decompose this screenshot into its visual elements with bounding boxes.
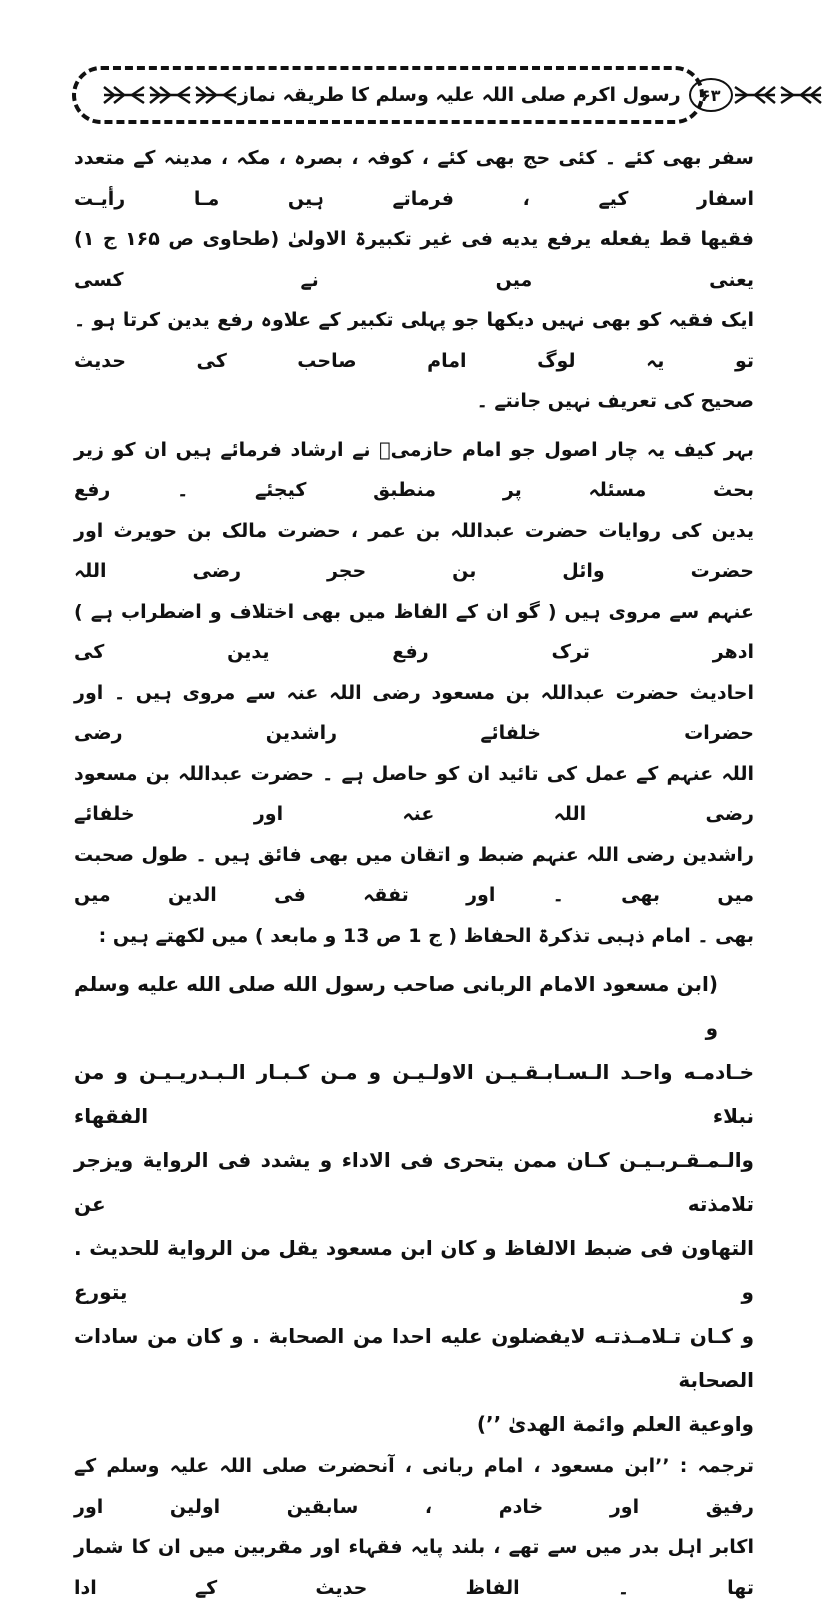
arabic-quotation <box>74 962 754 1446</box>
text-line: بہر کیف یہ چار اصول جو امام حازمیؒ نے ارشاد فرمائے ہیں ان کو زیر بحث مسئلہ پر منطبق کیجئے ۔ رفع <box>74 438 754 501</box>
quote-line: (ابن مسعود الامام الربانی صاحب رسول الله صلی الله علیه وسلم و <box>74 972 718 1040</box>
text-line: صحیح کی تعریف نہیں جانتے ۔ <box>476 390 754 412</box>
quote-line: والـمـقـربـیـن کـان ممن یتحری فی الاداء و یشدد فی الروایة ویزجر تلامذته عن <box>74 1148 754 1216</box>
header-title-group <box>238 78 733 112</box>
paragraph-2 <box>74 430 754 957</box>
text-line: بھی ۔ امام ذہبی تذکرۃ الحفاظ ( ج 1 ص 13 و مابعد ) میں لکھتے ہیں : <box>98 924 754 947</box>
quote-line: خـادمـه واحـد الـسـابـقـیـن الاولـیـن و مـن کـبـار الـبـدریـیـن و من نبلاء الفقهاء <box>74 1060 754 1128</box>
arrow-ornament-icon <box>194 84 238 106</box>
text-line: اکابر اہل بدر میں سے تھے ، بلند پایہ فقہاء اور مقربین میں ان کا شمار تھا ۔ الفاظ حدیث کے ادا <box>74 1536 754 1599</box>
text-line: ترجمہ : ’’ابن مسعود ، امام ربانی ، آنحضرت صلی اللہ علیہ وسلم کے رفیق اور خادم ، سابقین اولین اور <box>74 1455 754 1518</box>
quote-line: التهاون فی ضبط الالفاظ و کان ابن مسعود یقل من الروایة للحدیث . و یتورع <box>74 1236 754 1304</box>
quote-line: و کـان تـلامـذتـه لایفضلون علیه احدا من الصحابة . و کان من سادات الصحابة <box>74 1324 754 1392</box>
arrow-ornament-icon <box>779 84 823 106</box>
quote-line: واوعیة العلم وائمة الهدیٰ ’’) <box>476 1412 754 1436</box>
arrow-ornament-icon <box>733 84 777 106</box>
header-right-arrows <box>733 84 823 106</box>
text-line: ایک فقیہ کو بھی نہیں دیکھا جو پہلی تکبیر کے علاوہ رفع یدین کرتا ہو ۔ تو یہ لوگ امام صاحب کی حدیث <box>74 309 754 372</box>
translation-paragraph <box>74 1446 754 1608</box>
page-header-frame <box>72 66 721 124</box>
text-line: سفر بھی کئے ۔ کئی حج بھی کئے ، کوفہ ، بصرہ ، مکہ ، مدینہ کے متعدد اسفار کیے ، فرماتے ہیں مـا رأیـت <box>74 147 754 210</box>
arrow-ornament-icon <box>148 84 192 106</box>
text-line: عنہم سے مروی ہیں ( گو ان کے الفاظ میں بھی اختلاف و اضطراب ہے ) ادھر ترک رفع یدین کی <box>74 600 754 663</box>
page-title: رسول اکرم صلی اللہ علیہ وسلم کا طریقہ نماز <box>238 84 681 106</box>
arrow-ornament-icon <box>102 84 146 106</box>
text-line: راشدین رضی اللہ عنہم ضبط و اتقان میں بھی فائق ہیں ۔ طول صحبت میں بھی ۔ اور تفقہ فی الدین میں <box>74 843 754 906</box>
header-left-arrows <box>102 84 238 106</box>
paragraph-1 <box>74 138 754 422</box>
text-line: احادیث حضرت عبداللہ بن مسعود رضی اللہ عنہ سے مروی ہیں ۔ اور حضرات خلفائے راشدین رضی <box>74 681 754 744</box>
page-number-badge: ۶۳ <box>689 78 733 112</box>
text-line: فقیھا قط یفعله یرفع یدیه فی غیر تکبیرۃ الاولیٰ (طحاوی ص ۱۶۵ ج ۱) یعنی میں نے کسی <box>74 228 754 291</box>
text-line: اللہ عنہم کے عمل کی تائید ان کو حاصل ہے ۔ حضرت عبداللہ بن مسعود رضی اللہ عنہ اور خلفائے <box>74 762 754 825</box>
text-line: یدین کی روایات حضرت عبداللہ بن عمر ، حضرت مالک بن حویرث اور حضرت وائل بن حجر رضی اللہ <box>74 519 754 582</box>
page-body <box>74 138 754 1608</box>
